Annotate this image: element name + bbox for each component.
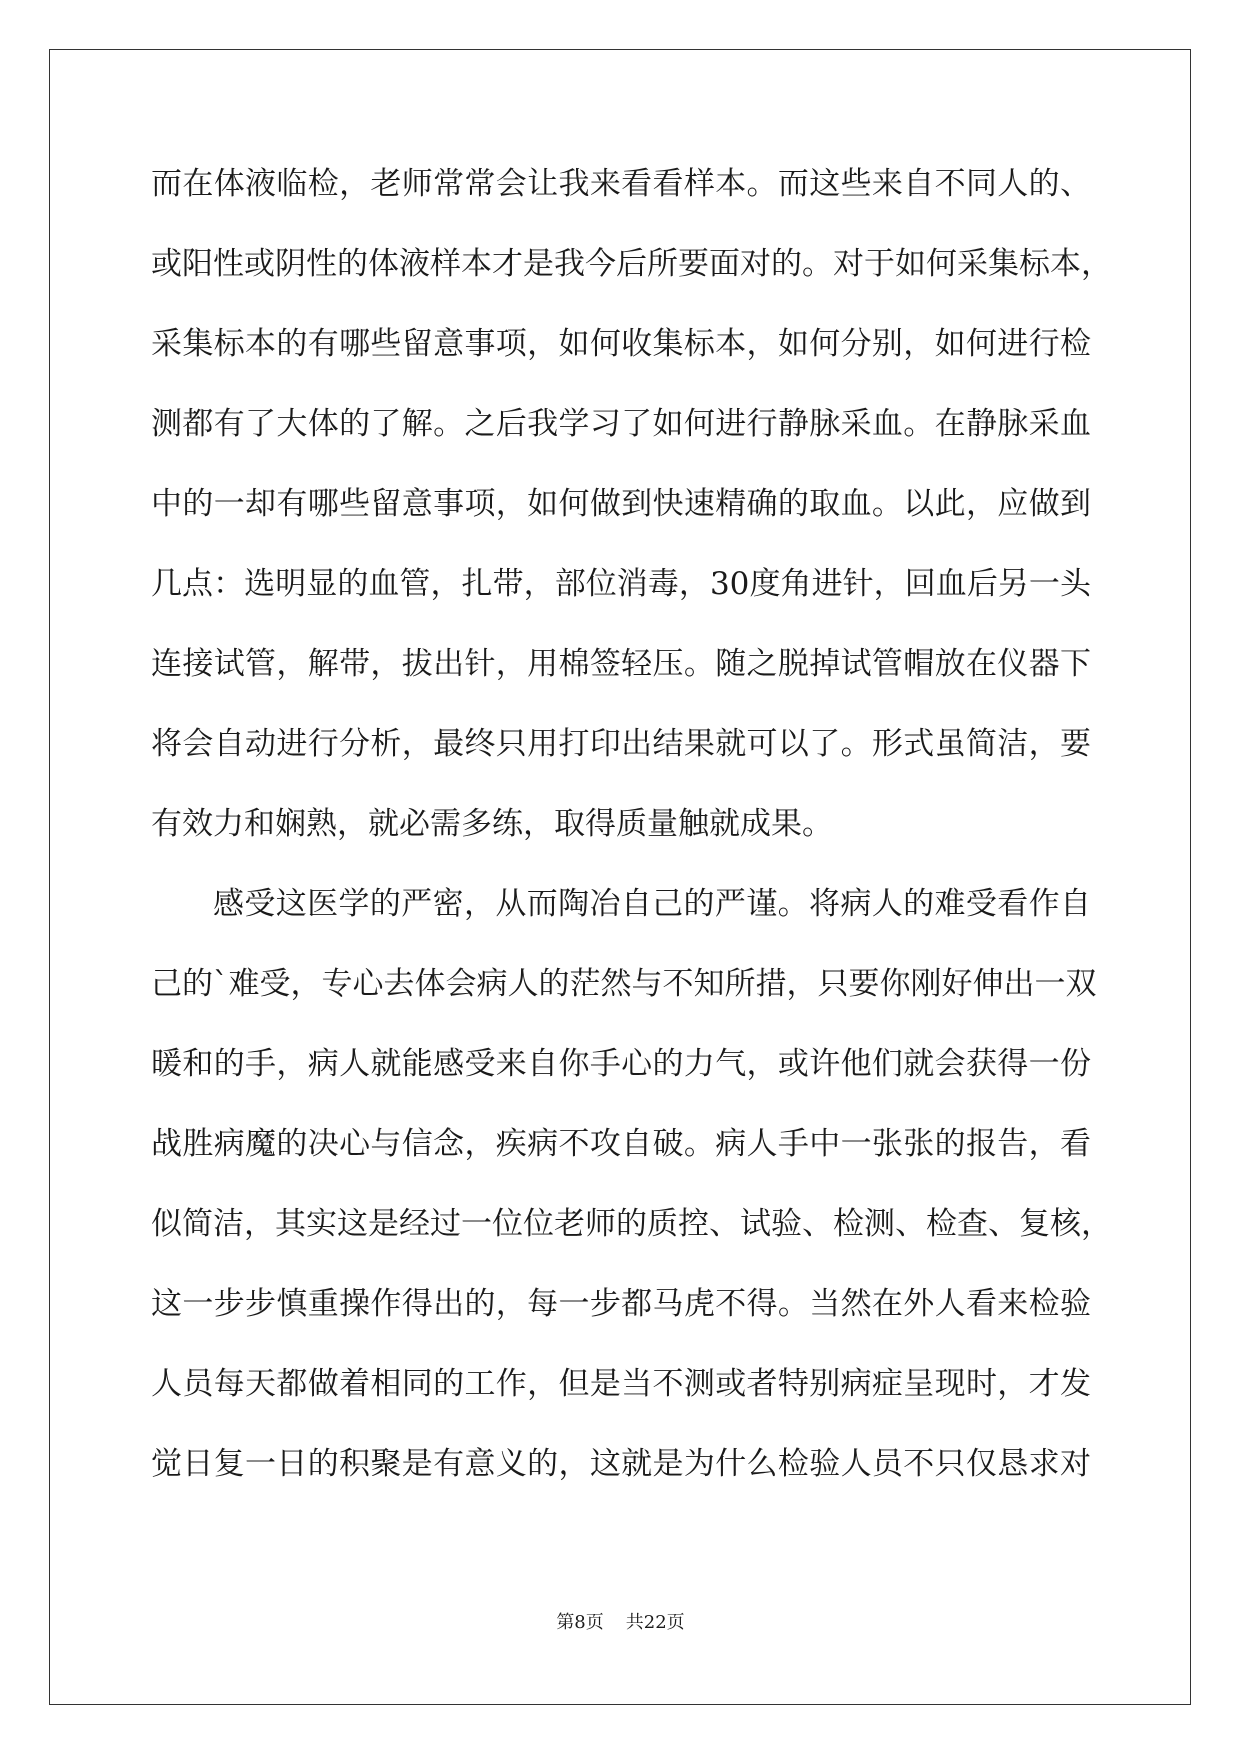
paragraph-2 — [151, 880, 1112, 1520]
text-line: 中的一却有哪些留意事项，如何做到快速精确的取血。以此，应做到 — [151, 486, 1091, 522]
page-total: 共22页 — [625, 1612, 685, 1633]
text-line: 而在体液临检，老师常常会让我来看看样本。而这些来自不同人的、 — [151, 166, 1091, 202]
paragraph-1 — [151, 160, 1112, 880]
text-line: 觉日复一日的积聚是有意义的，这就是为什么检验人员不只仅恳求对 — [151, 1446, 1091, 1482]
text-line: 几点：选明显的血管，扎带，部位消毒，30度角进针，回血后另一头 — [151, 566, 1091, 602]
text-line: 暖和的手，病人就能感受来自你手心的力气，或许他们就会获得一份 — [151, 1046, 1091, 1082]
text-line: 似简洁，其实这是经过一位位老师的质控、试验、检测、检查、复核， — [151, 1206, 1112, 1242]
text-line: 或阳性或阴性的体液样本才是我今后所要面对的。对于如何采集标本， — [151, 246, 1112, 282]
text-line: 采集标本的有哪些留意事项，如何收集标本，如何分别，如何进行检 — [151, 326, 1091, 362]
text-line: 将会自动进行分析，最终只用打印出结果就可以了。形式虽简洁，要 — [151, 726, 1091, 762]
text-line: 测都有了大体的了解。之后我学习了如何进行静脉采血。在静脉采血 — [151, 406, 1091, 442]
text-line: 这一步步慎重操作得出的，每一步都马虎不得。当然在外人看来检验 — [151, 1286, 1091, 1322]
text-line: 人员每天都做着相同的工作，但是当不测或者特别病症呈现时，才发 — [151, 1366, 1091, 1402]
text-line: 感受这医学的严密，从而陶冶自己的严谨。将病人的难受看作自 — [213, 886, 1091, 922]
page-number: 第8页 — [556, 1612, 604, 1633]
text-line: 己的`难受，专心去体会病人的茫然与不知所措，只要你刚好伸出一双 — [151, 966, 1097, 1002]
text-line: 连接试管，解带，拔出针，用棉签轻压。随之脱掉试管帽放在仪器下 — [151, 646, 1091, 682]
document-body — [151, 160, 1112, 1520]
page-footer — [0, 1611, 1241, 1635]
text-line: 战胜病魔的决心与信念，疾病不攻自破。病人手中一张张的报告，看 — [151, 1126, 1091, 1162]
text-line: 有效力和娴熟，就必需多练，取得质量触就成果。 — [151, 806, 833, 842]
